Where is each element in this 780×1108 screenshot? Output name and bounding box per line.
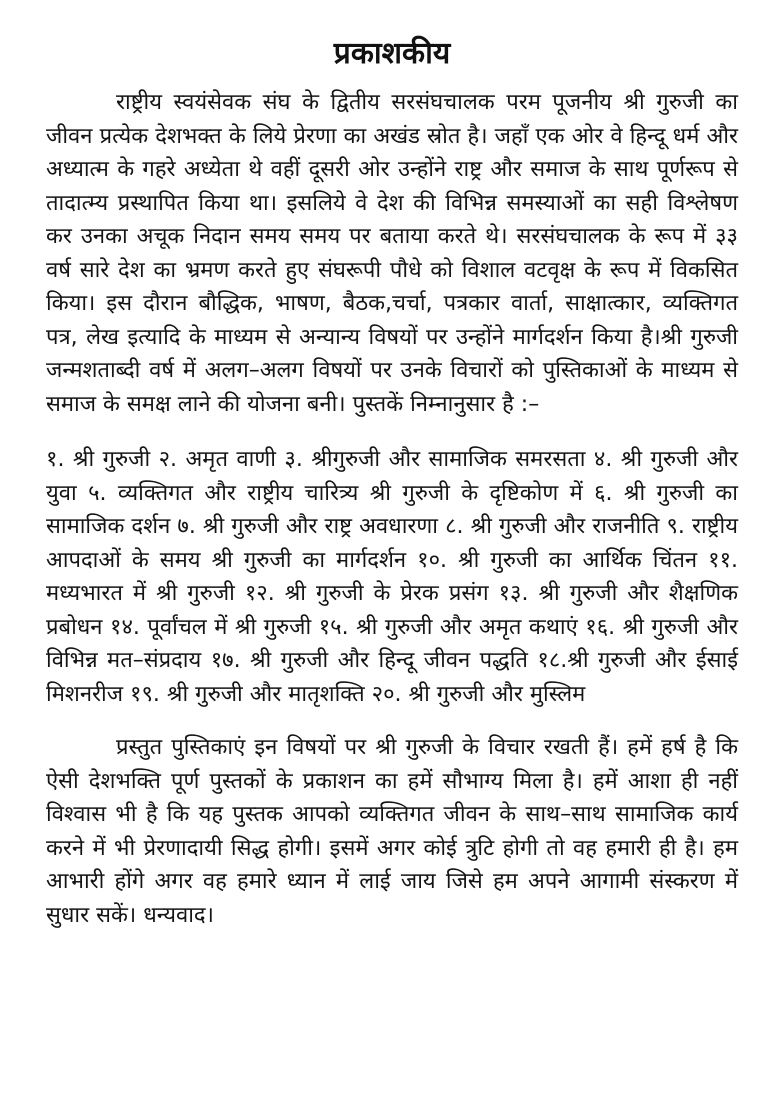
- book-list-item: १९. श्री गुरुजी और मातृशक्ति: [130, 681, 365, 707]
- book-list-item: १३. श्री गुरुजी और शैक्षणिक प्रबोधन: [46, 581, 738, 640]
- book-list-item: ६. श्री गुरुजी का सामाजिक दर्शन: [46, 480, 738, 539]
- book-list-item: ११. मध्यभारत में श्री गुरुजी: [46, 547, 738, 606]
- book-list-item: १५. श्री गुरुजी और अमृत कथाएं: [318, 614, 578, 640]
- book-list-item: १७. श्री गुरुजी और हिन्दू जीवन पद्धति: [210, 648, 528, 673]
- book-list-item: ७. श्री गुरुजी और राष्ट्र अवधारणा: [177, 514, 438, 539]
- book-list-item: ३. श्रीगुरुजी और सामाजिक समरसता: [284, 447, 586, 472]
- page-title: प्रकाशकीय: [333, 36, 451, 71]
- book-list-item: ४. श्री गुरुजी और युवा: [46, 447, 739, 506]
- book-list-item: १२. श्री गुरुजी के प्रेरक प्रसंग: [244, 581, 489, 606]
- book-list-item: ५. व्यक्तिगत और राष्ट्रीय चारित्र्य श्री गुरुजी के दृष्टिकोण में: [88, 480, 583, 506]
- book-list-item: ८. श्री गुरुजी और राजनीति: [445, 514, 660, 539]
- book-list-item: १८.श्री गुरुजी और ईसाई मिशनरीज: [46, 648, 738, 707]
- closing-paragraph: प्रस्तुत पुस्तिकाएं इन विषयों पर श्री गुरुजी के विचार रखती हैं। हमें हर्ष है कि ऐसी देशभक्ति पूर्ण पुस्तकों के प्रकाशन का हमें सौभाग्य मिला है। हमें आशा ही नहीं विश्वास भी है कि यह पुस्तक आपको व्यक्तिगत जीवन के साथ–साथ सामाजिक कार्य करने में भी प्रेरणादायी सिद्ध होगी। इसमें अगर कोई त्रुटि होगी तो वह हमारी ही है। हम आभारी होंगे अगर वह हमारे ध्यान में लाई जाय जिसे हम अपने आगामी संस्करण में सुधार सकें। धन्यवाद।: [46, 735, 738, 928]
- book-list: [46, 443, 738, 711]
- book-list-item: १४. पूर्वांचल में श्री गुरुजी: [110, 614, 312, 640]
- book-list-item: १६. श्री गुरुजी और विभिन्न मत–संप्रदाय: [46, 614, 738, 673]
- book-list-item: २०. श्री गुरुजी और मुस्लिम: [371, 681, 586, 707]
- book-list-item: २. अमृत वाणी: [158, 447, 276, 472]
- intro-paragraph: राष्ट्रीय स्वयंसेवक संघ के द्वितीय सरसंघचालक परम पूजनीय श्री गुरुजी का जीवन प्रत्येक देशभक्त के लिये प्रेरणा का अखंड स्रोत है। जहाँ एक ओर वे हिन्दू धर्म और अध्यात्म के गहरे अध्येता थे वहीं दूसरी ओर उन्होंने राष्ट्र और समाज के साथ पूर्णरूप से तादात्म्य प्रस्थापित किया था। इसलिये वे देश की विभिन्न समस्याओं का सही विश्लेषण कर उनका अचूक निदान समय समय पर बताया करते थे। सरसंघचालक के रूप में ३३ वर्ष सारे देश का भ्रमण करते हुए संघरूपी पौधे को विशाल वटवृक्ष के रूप में विकसित किया। इस दौरान बौद्धिक, भाषण, बैठक,चर्चा, पत्रकार वार्ता, साक्षात्कार, व्यक्तिगत पत्र, लेख इत्यादि के माध्यम से अन्यान्य विषयों पर उन्होंने मार्गदर्शन किया है।श्री गुरुजी जन्मशताब्दी वर्ष में अलग–अलग विषयों पर उनके विचारों को पुस्तिकाओं के माध्यम से समाज के समक्ष लाने की योजना बनी। पुस्तकें निम्नानुसार है :–: [46, 90, 738, 417]
- book-list-item: १. श्री गुरुजी: [46, 447, 151, 472]
- book-list-item: ९. राष्ट्रीय आपदाओं के समय श्री गुरुजी का मार्गदर्शन: [46, 514, 738, 573]
- book-list-item: १०. श्री गुरुजी का आर्थिक चिंतन: [417, 547, 698, 573]
